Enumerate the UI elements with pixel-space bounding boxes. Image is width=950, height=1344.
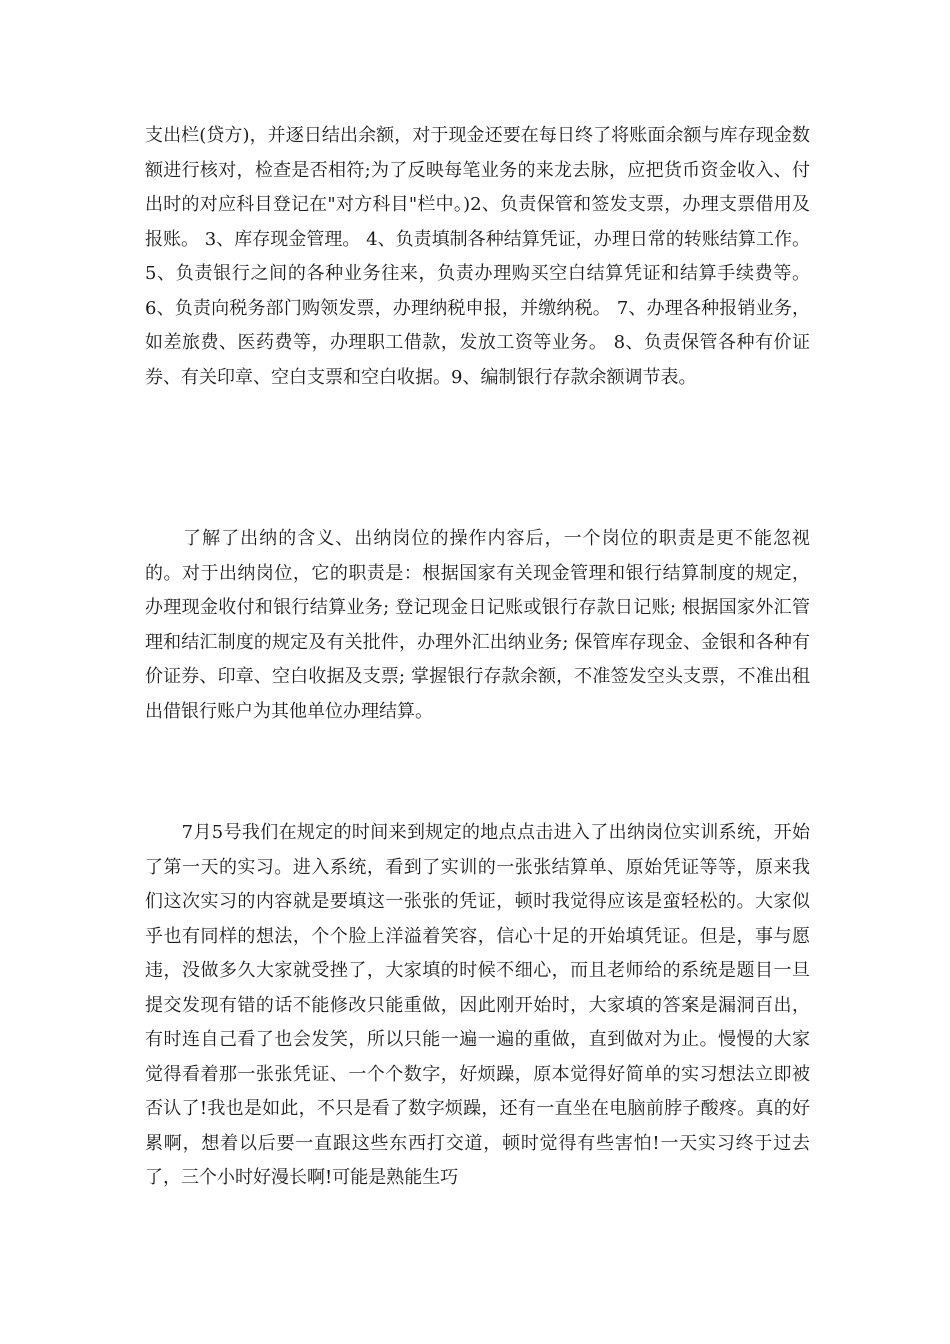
paragraph-cashier-responsibilities: 了解了出纳的含义、出纳岗位的操作内容后，一个岗位的职责是更不能忽视的。对于出纳岗位，它的职责是：根据国家有关现金管理和银行结算制度的规定，办理现金收付和银行结算业务; 登记现金日记账或银行存款日记账; 根据国家外汇管理和结汇制度的规定及有关批件，办理外汇出纳业务; 保管库存现金、金银和各种有价证券、印章、空白收据及支票; 掌握银行存款余额，不准签发空头支票，不准出租出借银行账户为其他单位办理结算。 [145, 528, 810, 722]
paragraph-duties-list: 支出栏(贷方)，并逐日结出余额，对于现金还要在每日终了将账面余额与库存现金数额进行核对，检查是否相符;为了反映每笔业务的来龙去脉，应把货币资金收入、付出时的对应科目登记在"对方科目"栏中。)2、负责保管和签发支票，办理支票借用及报账。 3、库存现金管理。 4、负责填制各种结算凭证，办理日常的转账结算工作。 5、负责银行之间的各种业务往来，负责办理购买空白结算凭证和结算手续费等。 6、负责向税务部门购领发票，办理纳税申报，并缴纳税。 7、办理各种报销业务，如差旅费、医药费等，办理职工借款，发放工资等业务。 8、负责保管各种有价证券、有关印章、空白支票和空白收据。9、编制银行存款余额调节表。 [145, 125, 816, 388]
paragraph-internship-experience: 7月5号我们在规定的时间来到规定的地点点击进入了出纳岗位实训系统，开始了第一天的实习。进入系统，看到了实训的一张张结算单、原始凭证等等，原来我们这次实习的内容就是要填这一张张的凭证，顿时我觉得应该是蛮轻松的。大家似乎也有同样的想法，个个脸上洋溢着笑容，信心十足的开始填凭证。但是，事与愿违，没做多久大家就受挫了，大家填的时候不细心，而且老师给的系统是题目一旦提交发现有错的话不能修改只能重做，因此刚开始时，大家填的答案是漏洞百出，有时连自己看了也会发笑，所以只能一遍一遍的重做，直到做对为止。慢慢的大家觉得看着那一张张凭证、一个个数字，好烦躁，原本觉得好简单的实习想法立即被否认了!我也是如此，不只是看了数字烦躁，还有一直坐在电脑前脖子酸疼。真的好累啊，想着以后要一直跟这些东西打交道，顿时觉得有些害怕!一天实习终于过去了，三个小时好漫长啊!可能是熟能生巧 [145, 822, 810, 1188]
